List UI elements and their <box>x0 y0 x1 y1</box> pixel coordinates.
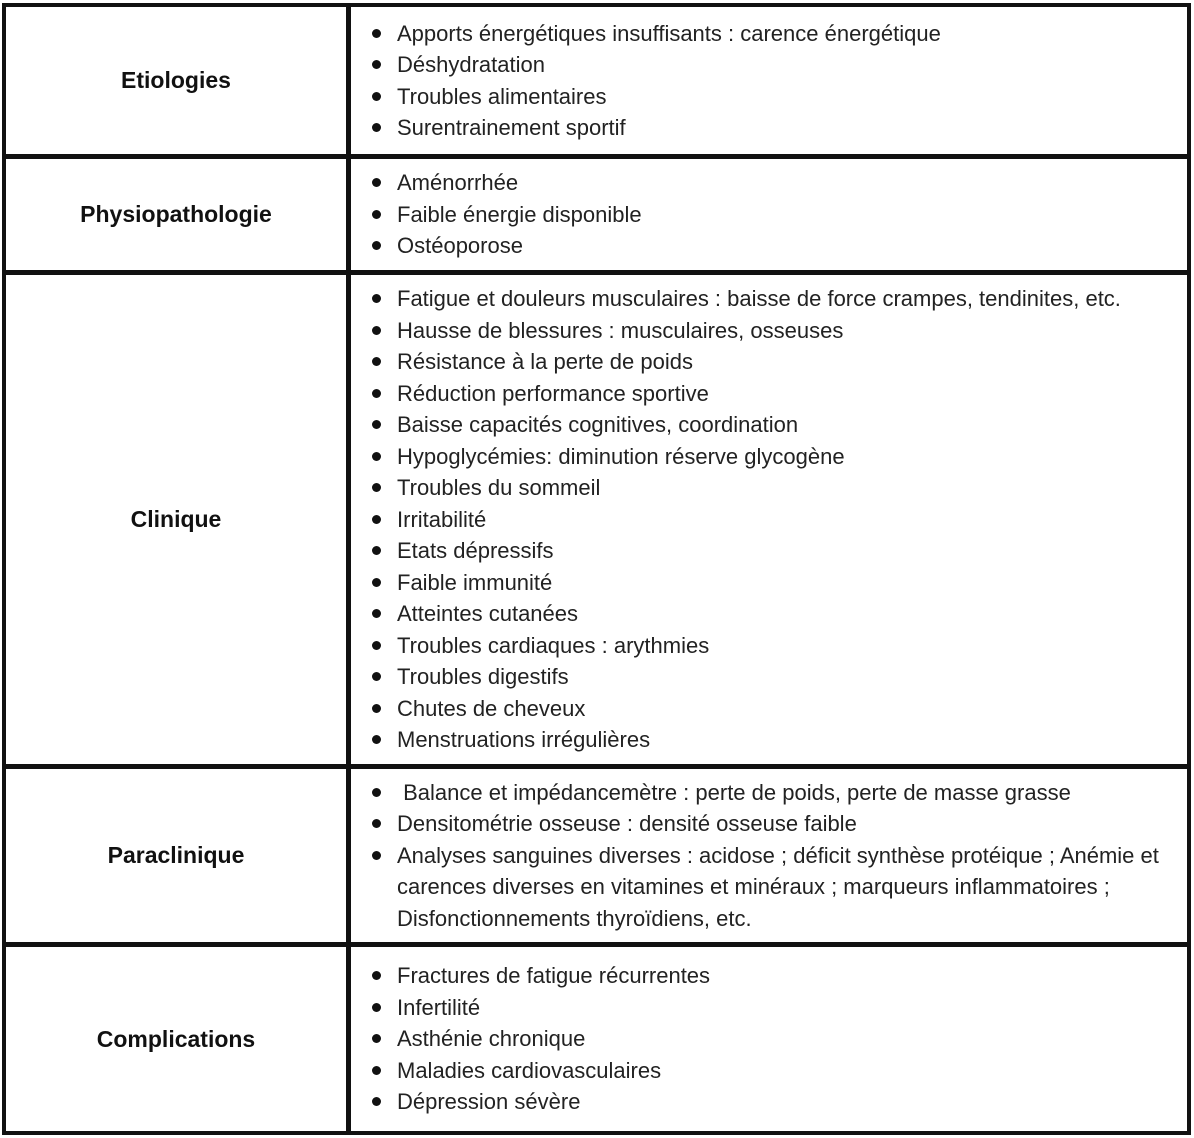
list-item: Menstruations irrégulières <box>369 724 1121 756</box>
table-row-etiologies <box>6 7 1187 154</box>
bullet-list <box>369 18 941 144</box>
list-item: Troubles cardiaques : arythmies <box>369 630 1121 662</box>
row-content-physiopathologie <box>351 159 1187 270</box>
list-item: Troubles du sommeil <box>369 472 1121 504</box>
bullet-list <box>369 167 642 262</box>
list-item: Troubles alimentaires <box>369 81 941 113</box>
list-item: Hypoglycémies: diminution réserve glycogène <box>369 441 1121 473</box>
row-title-etiologies: Etiologies <box>6 7 351 154</box>
list-item: Fatigue et douleurs musculaires : baisse de force crampes, tendinites, etc. <box>369 283 1121 315</box>
list-item: Faible immunité <box>369 567 1121 599</box>
list-item: Hausse de blessures : musculaires, osseuses <box>369 315 1121 347</box>
table-row-physiopathologie <box>6 154 1187 270</box>
table-row-complications <box>6 942 1187 1131</box>
list-item: Analyses sanguines diverses : acidose ; déficit synthèse protéique ; Anémie et carences diverses en vitamines et minéraux ; marqueurs inflammatoires ; Disfonctionnements thyroïdiens, etc. <box>369 840 1177 935</box>
list-item: Dépression sévère <box>369 1086 710 1118</box>
list-item: Maladies cardiovasculaires <box>369 1055 710 1087</box>
list-item: Déshydratation <box>369 49 941 81</box>
list-item: Etats dépressifs <box>369 535 1121 567</box>
row-title-clinique: Clinique <box>6 275 351 764</box>
list-item: Apports énergétiques insuffisants : carence énergétique <box>369 18 941 50</box>
list-item: Aménorrhée <box>369 167 642 199</box>
list-item: Faible énergie disponible <box>369 199 642 231</box>
row-content-etiologies <box>351 7 1187 154</box>
row-content-clinique <box>351 275 1187 764</box>
list-item: Troubles digestifs <box>369 661 1121 693</box>
bullet-list <box>369 960 710 1118</box>
bullet-list <box>369 283 1121 756</box>
list-item: Résistance à la perte de poids <box>369 346 1121 378</box>
list-item: Chutes de cheveux <box>369 693 1121 725</box>
list-item: Atteintes cutanées <box>369 598 1121 630</box>
summary-table <box>2 3 1191 1135</box>
list-item: Ostéoporose <box>369 230 642 262</box>
bullet-list <box>369 777 1177 935</box>
row-content-complications <box>351 947 1187 1131</box>
list-item: Fractures de fatigue récurrentes <box>369 960 710 992</box>
row-title-paraclinique: Paraclinique <box>6 769 351 942</box>
table-row-paraclinique <box>6 764 1187 942</box>
list-item: Surentrainement sportif <box>369 112 941 144</box>
list-item: Densitométrie osseuse : densité osseuse faible <box>369 808 1177 840</box>
list-item: Balance et impédancemètre : perte de poids, perte de masse grasse <box>369 777 1177 809</box>
row-title-complications: Complications <box>6 947 351 1131</box>
list-item: Baisse capacités cognitives, coordination <box>369 409 1121 441</box>
row-title-physiopathologie: Physiopathologie <box>6 159 351 270</box>
list-item: Infertilité <box>369 992 710 1024</box>
table-row-clinique <box>6 270 1187 764</box>
row-content-paraclinique <box>351 769 1187 942</box>
list-item: Asthénie chronique <box>369 1023 710 1055</box>
list-item: Irritabilité <box>369 504 1121 536</box>
list-item: Réduction performance sportive <box>369 378 1121 410</box>
